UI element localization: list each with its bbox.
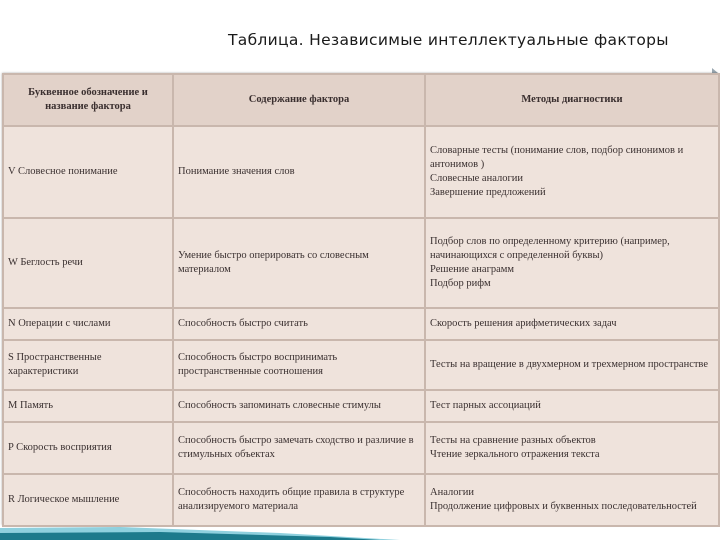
cell-line: V Словесное понимание <box>8 165 118 177</box>
cell-line: R Логическое мышление <box>8 493 120 505</box>
header-factor-line: название фактора <box>45 101 131 112</box>
header-content <box>173 74 425 126</box>
table-row <box>3 218 719 308</box>
cell-line: Способность быстро воспринимать <box>178 351 338 363</box>
content-cell <box>173 390 425 422</box>
table-row <box>3 474 719 526</box>
factor-cell <box>3 390 173 422</box>
methods-cell <box>425 340 719 390</box>
cell-line: Понимание значения слов <box>178 165 295 177</box>
cell-line: P Скорость восприятия <box>8 441 112 453</box>
cell-line: Продолжение цифровых и буквенных последовательностей <box>430 501 697 512</box>
table-header-row <box>3 74 719 126</box>
cell-line: Умение быстро оперировать со словесным <box>178 249 369 261</box>
methods-cell <box>425 308 719 340</box>
factor-cell <box>3 474 173 526</box>
content-cell <box>173 340 425 390</box>
cell-line: антонимов ) <box>430 158 485 170</box>
cell-line: Способность находить общие правила в структуре <box>178 486 405 498</box>
factor-cell <box>3 422 173 474</box>
cell-line: характеристики <box>8 366 79 377</box>
table-row <box>3 340 719 390</box>
cell-line: Аналогии <box>430 486 474 498</box>
cell-line: Подбор слов по определенному критерию (например, <box>430 235 670 247</box>
cell-line: Словесные аналогии <box>430 173 523 184</box>
content-cell <box>173 308 425 340</box>
cell-line: M Память <box>8 399 54 411</box>
cell-line: Способность быстро замечать сходство и различие в <box>178 434 414 446</box>
methods-cell <box>425 422 719 474</box>
cell-line: Тесты на сравнение разных объектов <box>430 434 596 446</box>
header-methods-line: Методы диагностики <box>521 93 623 105</box>
methods-cell <box>425 390 719 422</box>
factor-cell <box>3 340 173 390</box>
methods-cell <box>425 126 719 218</box>
header-methods <box>425 74 719 126</box>
factor-cell <box>3 218 173 308</box>
header-content-line: Содержание фактора <box>248 93 350 105</box>
factor-cell <box>3 308 173 340</box>
cell-line: материалом <box>178 264 231 275</box>
table-row <box>3 390 719 422</box>
cell-line: Словарные тесты (понимание слов, подбор синонимов и <box>430 144 684 156</box>
cell-line: Способность запоминать словесные стимулы <box>178 399 381 411</box>
cell-line: начинающихся с определенной буквы) <box>430 249 604 261</box>
cell-line: Подбор рифм <box>430 278 491 290</box>
content-cell <box>173 422 425 474</box>
slide-title: Таблица. Независимые интеллектуальные факторы <box>228 31 669 49</box>
cell-line: N Операции с числами <box>8 317 111 329</box>
table-row <box>3 308 719 340</box>
cell-line: Чтение зеркального отражения текста <box>430 449 600 460</box>
cell-line: Завершение предложений <box>430 187 546 199</box>
methods-cell <box>425 474 719 526</box>
decorative-footer-swoosh <box>0 524 720 540</box>
cell-line: W Беглость речи <box>8 256 83 268</box>
factor-cell <box>3 126 173 218</box>
content-cell <box>173 474 425 526</box>
table-row <box>3 126 719 218</box>
content-cell <box>173 218 425 308</box>
methods-cell <box>425 218 719 308</box>
cell-line: стимульных объектах <box>178 449 275 460</box>
cell-line: Тесты на вращение в двухмерном и трехмерном пространстве <box>430 358 708 370</box>
content-cell <box>173 126 425 218</box>
cell-line: Скорость решения арифметических задач <box>430 317 617 329</box>
factors-table <box>2 73 718 525</box>
table-row <box>3 422 719 474</box>
cell-line: анализируемого материала <box>178 501 299 512</box>
cell-line: Решение анаграмм <box>430 264 515 275</box>
header-factor <box>3 74 173 126</box>
cell-line: Способность быстро считать <box>178 317 308 329</box>
cell-line: S Пространственные <box>8 351 102 363</box>
header-factor-line: Буквенное обозначение и <box>28 86 148 98</box>
cell-line: Тест парных ассоциаций <box>430 399 541 411</box>
cell-line: пространственные соотношения <box>178 366 323 377</box>
